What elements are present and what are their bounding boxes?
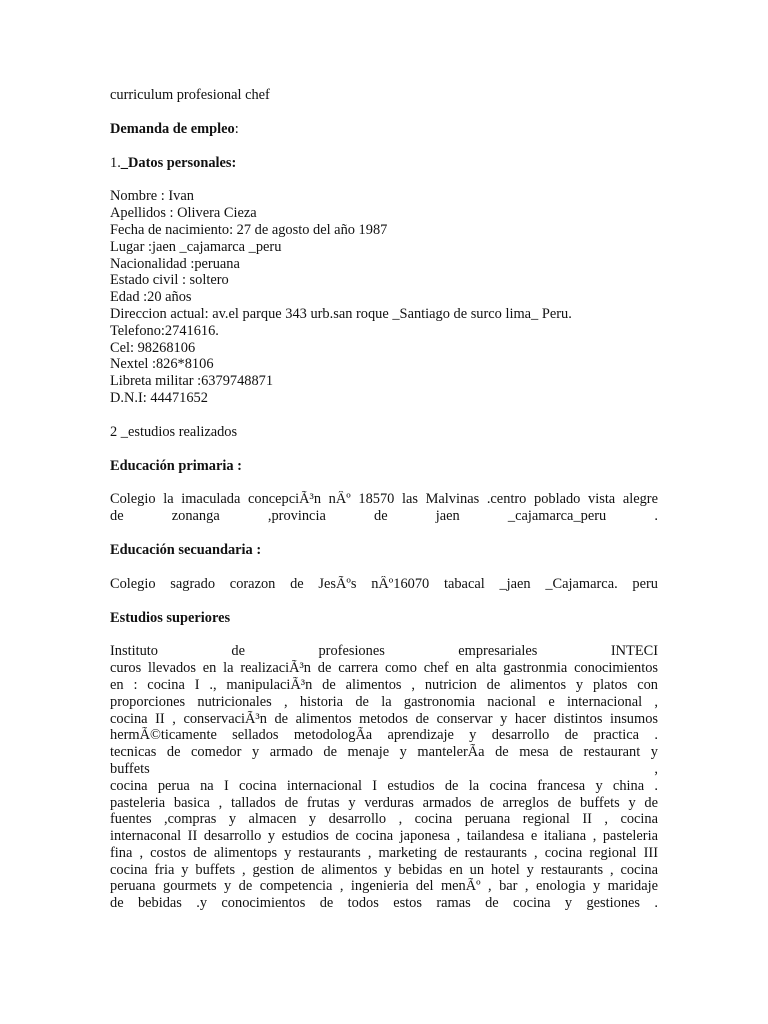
section2-title: 2 _estudios realizados <box>110 423 238 440</box>
personal-lugar: Lugar :jaen _cajamarca _peru <box>110 238 282 255</box>
demanda-label: Demanda de empleo <box>110 120 235 137</box>
superiores-line: fuentes ,compras y almacen y desarrollo , cocina peruana regional II , cocina <box>110 811 658 828</box>
personal-estado-civil: Estado civil : soltero <box>110 272 229 289</box>
superiores-line: curos llevados en la realizaciÃ³n de carrera como chef en alta gastronmia conocimientos <box>110 660 658 677</box>
superiores-line: peruana gourmets y de competencia , ingenieria del menÃº , bar , enologia y maridaje <box>110 878 658 895</box>
personal-libreta-militar: Libreta militar :6379748871 <box>110 373 274 390</box>
superiores-line: hermÃ©ticamente sellados metodologÃa aprendizaje y desarrollo de practica . <box>110 727 658 744</box>
personal-fecha-nacimiento: Fecha de nacimiento: 27 de agosto del año 1987 <box>110 221 388 238</box>
personal-nextel: Nextel :826*8106 <box>110 356 214 373</box>
superiores-line: de bebidas .y conocimientos de todos estos ramas de cocina y gestiones . <box>110 895 658 912</box>
superiores-line: fina , costos de alimentops y restaurants , marketing de restaurants , cocina regional III <box>110 844 658 861</box>
personal-dni: D.N.I: 44471652 <box>110 389 208 406</box>
superiores-heading: Estudios superiores <box>110 609 231 626</box>
demanda-line <box>110 121 658 138</box>
primaria-line-2: de zonanga ,provincia de jaen _cajamarca_peru . <box>110 508 658 525</box>
personal-edad: Edad :20 años <box>110 289 192 306</box>
personal-data-block <box>110 188 658 406</box>
superiores-line: pasteleria basica , tallados de frutas y verduras armados de arreglos de buffets y de <box>110 794 658 811</box>
section1-heading <box>110 155 658 172</box>
personal-apellidos: Apellidos : Olivera Cieza <box>110 205 257 222</box>
superiores-paragraph <box>110 643 658 912</box>
section1-number: 1. <box>110 154 121 171</box>
personal-nombre: Nombre : Ivan <box>110 188 194 205</box>
superiores-line: cocina perua na I cocina internacional I estudios de la cocina francesa y china . <box>110 777 658 794</box>
demanda-colon: : <box>234 120 239 137</box>
primaria-line-1: Colegio la imaculada concepciÃ³n nÂº 18570 las Malvinas .centro poblado vista alegre <box>110 491 658 508</box>
secundaria-line: Colegio sagrado corazon de JesÃºs nÂº16070 tabacal _jaen _Cajamarca. peru <box>110 575 658 592</box>
document-title: curriculum profesional chef <box>110 87 270 103</box>
personal-nacionalidad: Nacionalidad :peruana <box>110 255 240 272</box>
section1-title: _Datos personales: <box>120 154 237 171</box>
primaria-heading: Educación primaria : <box>110 457 242 474</box>
superiores-line: tecnicas de comedor y armado de menaje y mantelerÃa de mesa de restaurant y <box>110 744 658 761</box>
personal-direccion: Direccion actual: av.el parque 343 urb.san roque _Santiago de surco lima_ Peru. <box>110 305 572 322</box>
personal-cel: Cel: 98268106 <box>110 339 196 356</box>
superiores-line: cocina fria y buffets , gestion de alimentos y bebidas en un hotel y restaurants , cocina <box>110 861 658 878</box>
secundaria-heading: Educación secuandaria : <box>110 541 262 558</box>
superiores-line: cocina II , conservaciÃ³n de alimentos metodos de conservar y hacer distintos insumos <box>110 710 658 727</box>
superiores-line: en : cocina I ., manipulaciÃ³n de alimentos , nutricion de alimentos y platos con <box>110 676 658 693</box>
superiores-line: Instituto de profesiones empresariales INTECI <box>110 643 658 660</box>
superiores-line: buffets , <box>110 760 658 777</box>
personal-telefono: Telefono:2741616. <box>110 322 219 339</box>
superiores-line: proporciones nutricionales , historia de la gastronomia nacional e internacional , <box>110 693 658 710</box>
superiores-line: internaconal II desarrollo y estudios de cocina japonesa , tailandesa e italiana , pasteleria <box>110 828 658 845</box>
